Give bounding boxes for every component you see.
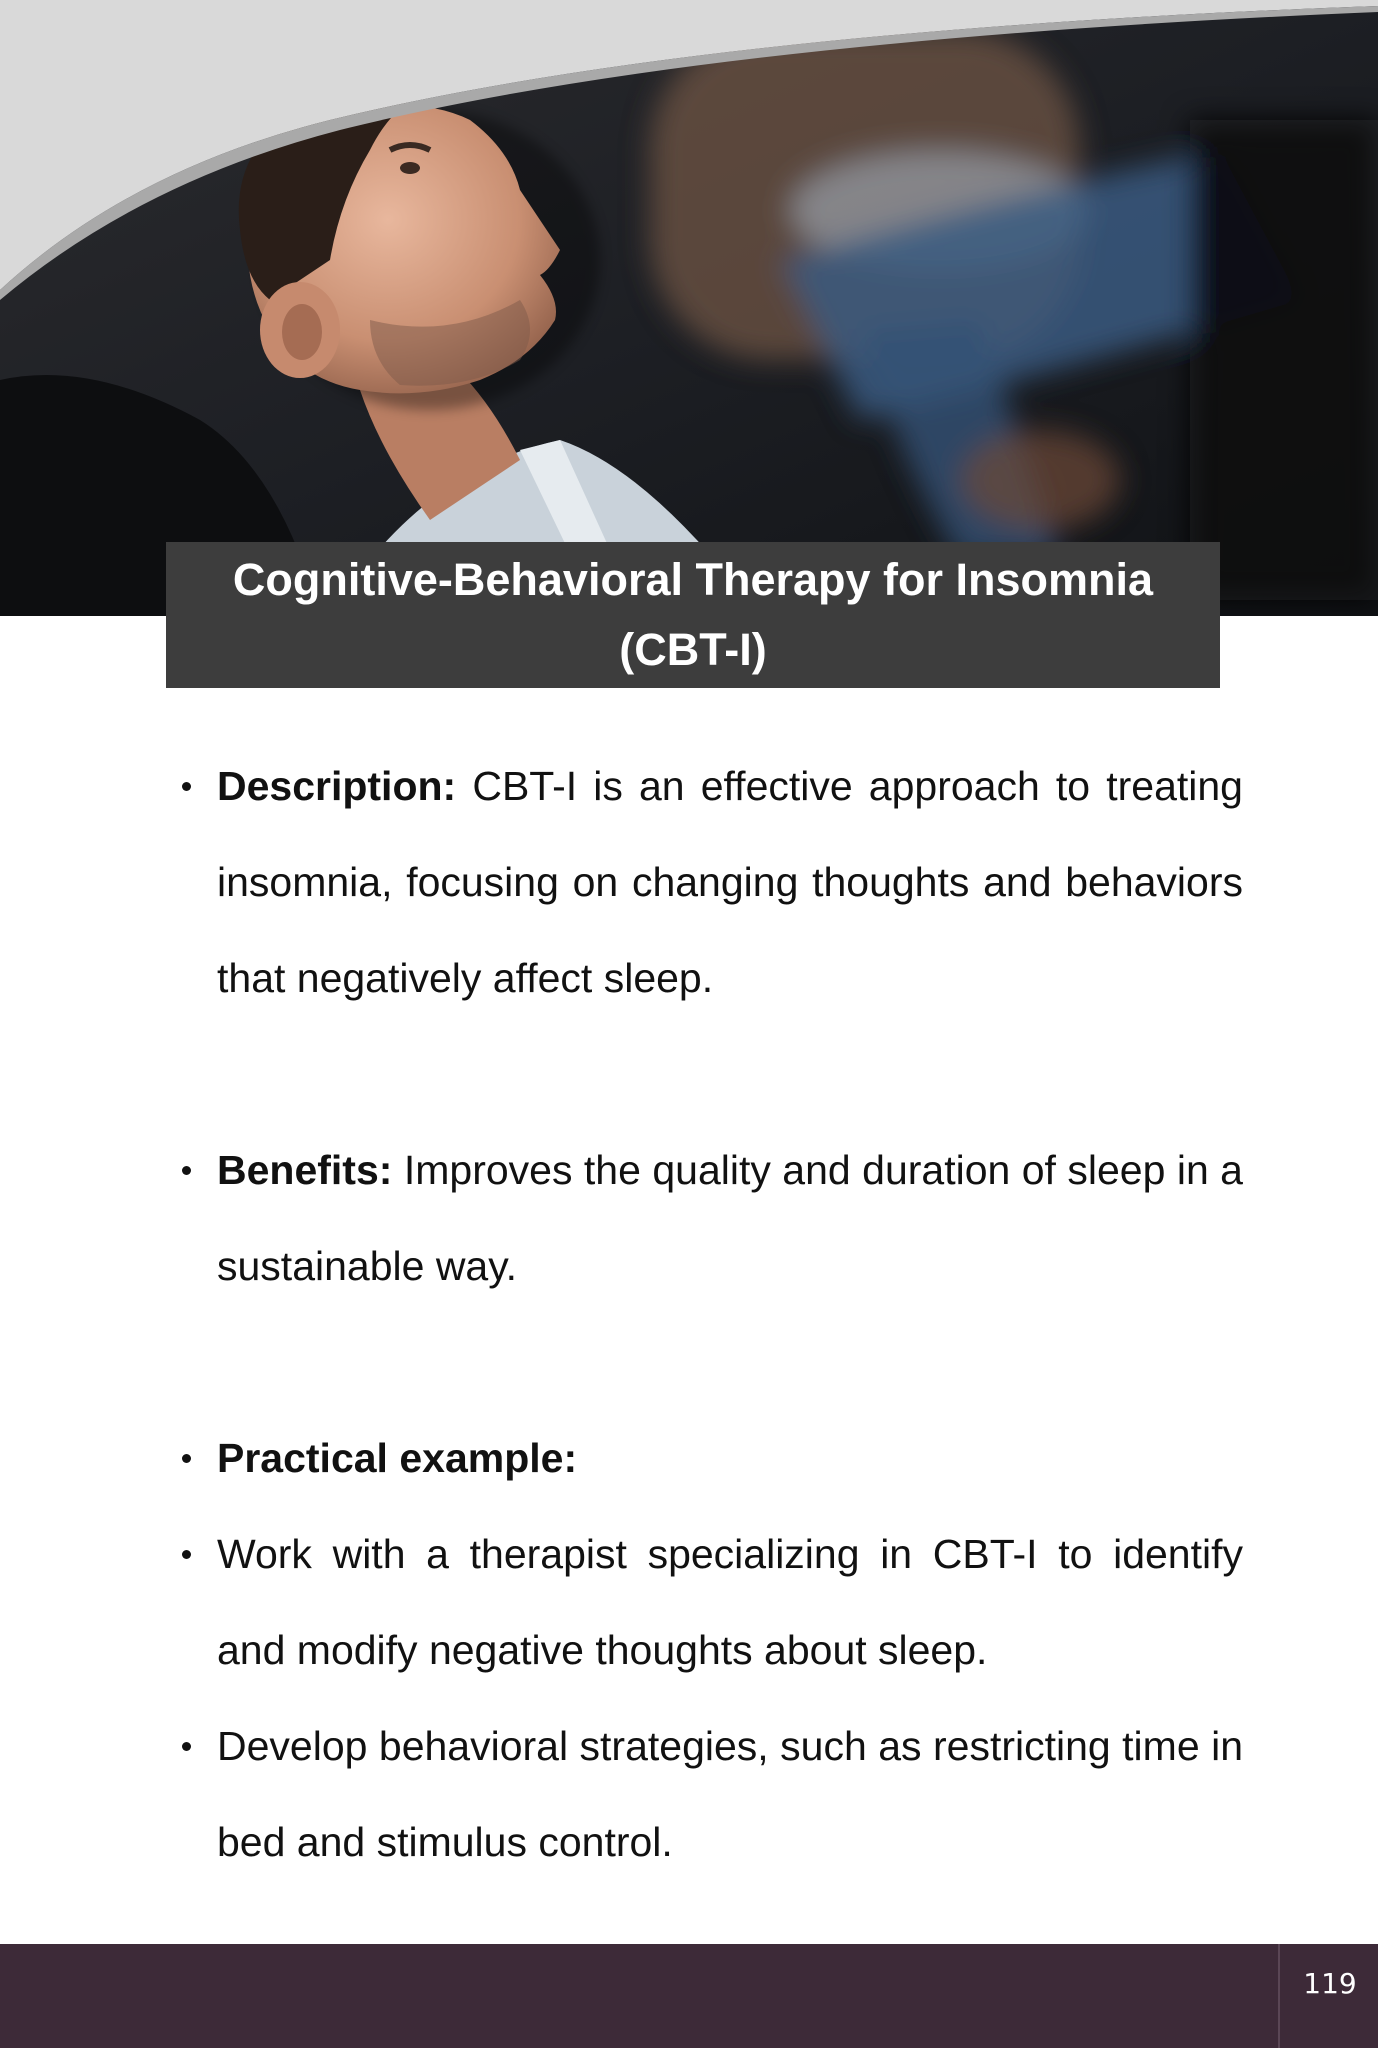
description-label: Description: bbox=[217, 763, 457, 809]
bullet-description bbox=[217, 738, 1243, 1026]
page-title bbox=[233, 545, 1153, 685]
footer-divider bbox=[1278, 1944, 1280, 2048]
page-number: 119 bbox=[1303, 1966, 1357, 2000]
develop-text: Develop behavioral strategies, such as restricting time in bed and stimulus control. bbox=[217, 1723, 1243, 1865]
bullet-benefits bbox=[217, 1122, 1243, 1314]
practical-example-label: Practical example: bbox=[217, 1435, 578, 1481]
page-title-line2: (CBT-I) bbox=[619, 624, 767, 675]
footer-bar bbox=[0, 1944, 1378, 2048]
title-banner bbox=[166, 542, 1220, 688]
bullet-work-with-therapist bbox=[217, 1506, 1243, 1698]
work-text: Work with a therapist specializing in CBT-I to identify and modify negative thoughts about sleep. bbox=[217, 1531, 1243, 1673]
benefits-text: Improves the quality and duration of sleep in a sustainable way. bbox=[217, 1147, 1243, 1289]
benefits-label: Benefits: bbox=[217, 1147, 393, 1193]
page-title-line1: Cognitive-Behavioral Therapy for Insomnia bbox=[232, 554, 1154, 605]
header-photo bbox=[0, 0, 1378, 616]
header-curve-decoration bbox=[0, 0, 1378, 616]
description-text: CBT-I is an effective approach to treating insomnia, focusing on changing thoughts and behaviors that negatively affect sleep. bbox=[217, 763, 1243, 1001]
bullet-develop-strategies bbox=[217, 1698, 1243, 1890]
bullet-practical-example bbox=[217, 1410, 1243, 1506]
